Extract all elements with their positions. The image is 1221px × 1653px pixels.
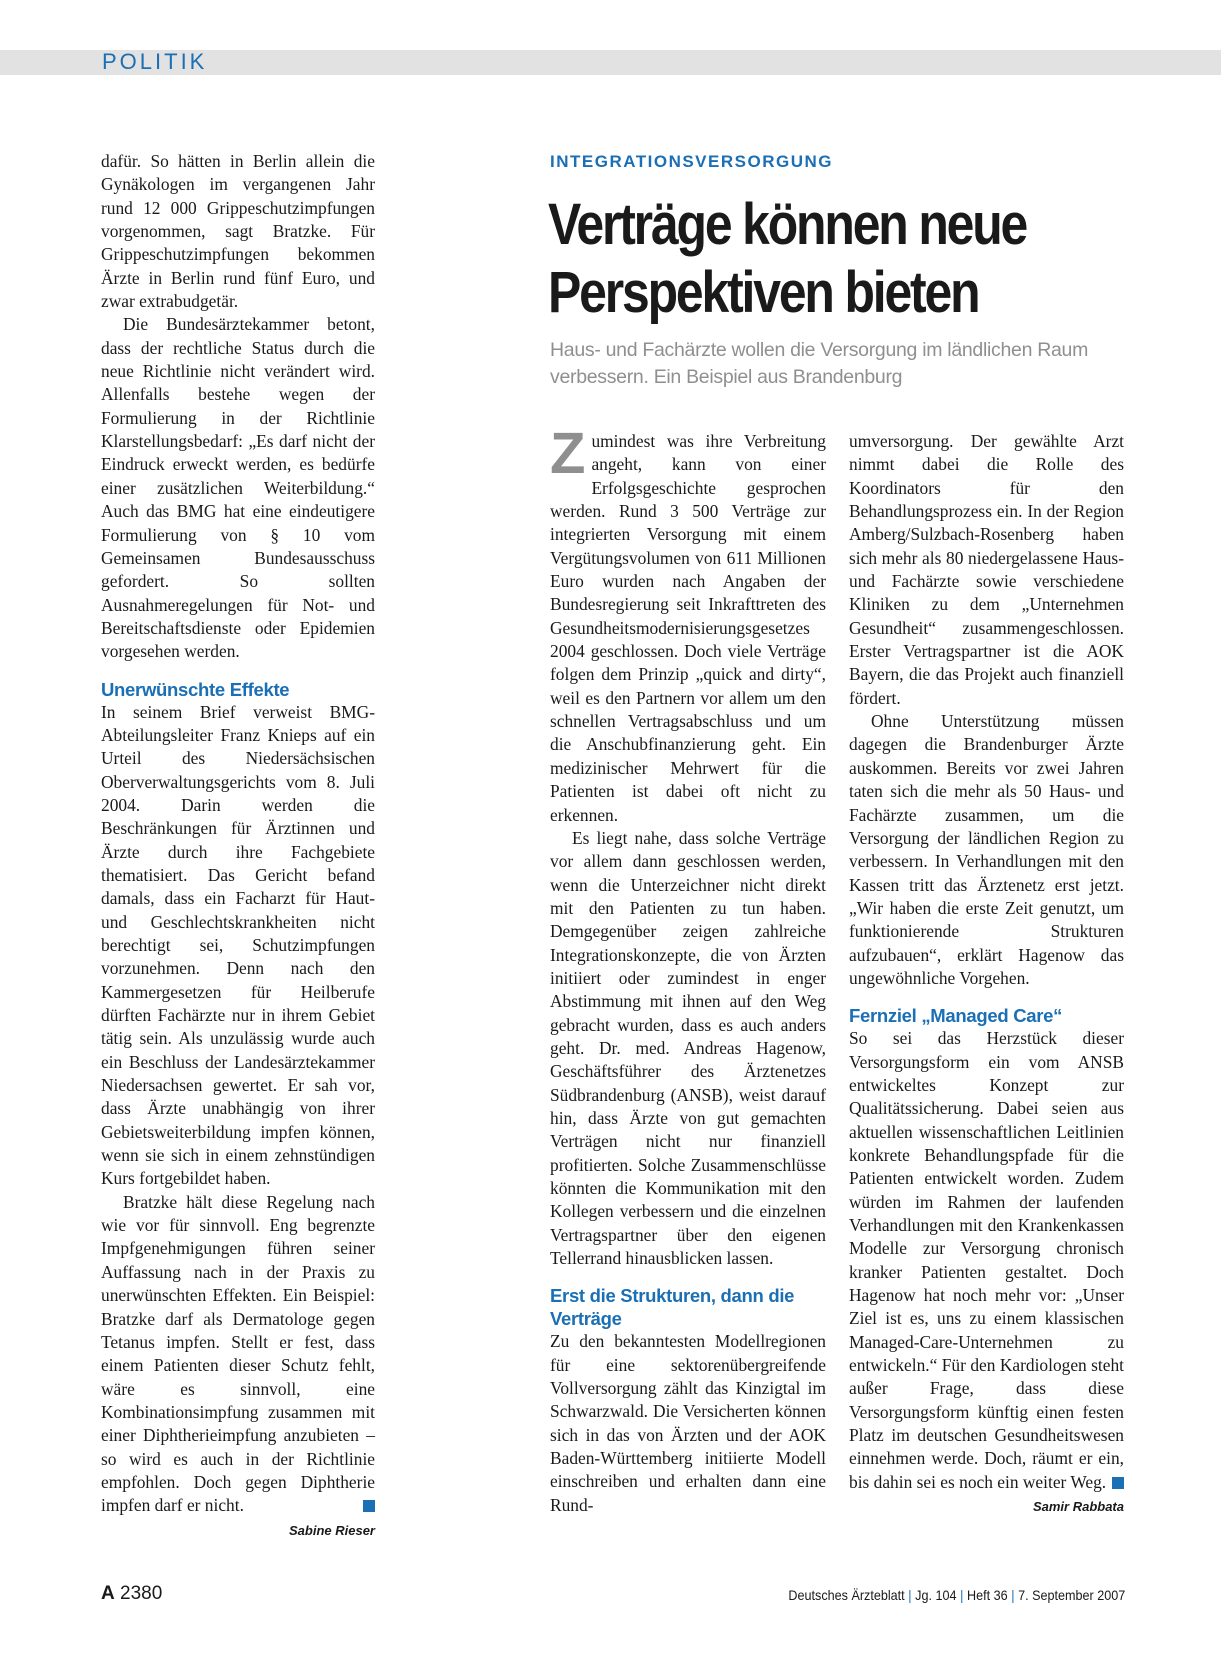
article-kicker: INTEGRATIONSVERSORGUNG bbox=[550, 152, 833, 171]
paragraph: In seinem Brief verweist BMG-Abteilungsleiter Franz Knieps auf ein Urteil des Niedersächsischen Oberverwaltungsgerichts vom 8. Juli 2004. Darin werden die Beschränkungen für Ärztinnen und Ärzte durch ihre Fachgebiete thematisiert. Das Gericht befand damals, dass ein Facharzt für Haut- und Geschlechtskrankheiten nicht berechtigt sei, Schutzimpfungen vorzunehmen. Denn nach den Kammergesetzen für Heilberufe dürften Fachärzte nur in ihrem Gebiet tätig sein. Als unzulässig wurde auch ein Beschluss der Landesärztekammer Niedersachsen gewertet. Er sah vor, dass Ärzte unabhängig von ihrer Gebietsweiterbildung impfen können, wenn sie sich in einem zehnstündigen Kurs fortgebildet haben. bbox=[101, 701, 375, 1189]
subheading: Unerwünschte Effekte bbox=[101, 678, 290, 700]
end-mark-icon bbox=[363, 1500, 375, 1512]
paragraph: Zu den bekanntesten Modellregionen für eine sektorenübergreifende Vollversorgung zählt das Kinzigtal im Schwarzwald. Die Versicherten können sich in das von Ärzten und der AOK Baden-Württemberg initiierte Modell einschreiben und erhalten dann eine Rund- bbox=[550, 1331, 826, 1515]
paragraph-text: umindest was ihre Verbreitung angeht, kann von einer Erfolgsgeschichte gesprochen werden. Rund 3 500 Verträge zur integrierten Versorgung mit einem Vergütungsvolumen von 611 Millionen Euro wurden nach Angaben der Bundesregierung seit Inkrafttreten des Gesundheitsmodernisierungsgesetzes 2004 geschlossen. Doch viele Verträge folgen dem Prinzip „quick and dirty“, weil es den Partnern vor allem um den schnellen Vertragsabschluss und um die Anschubfinanzierung geht. Ein medizinischer Mehrwert für die Patienten ist dabei oft nicht zu erkennen. bbox=[550, 431, 826, 825]
article-deck: Haus- und Fachärzte wollen die Versorgung im ländlichen Raum verbessern. Ein Beispiel aus Brandenburg bbox=[550, 339, 1089, 388]
subheading: Fernziel „Managed Care“ bbox=[849, 1005, 1063, 1027]
paragraph-last bbox=[101, 1191, 375, 1518]
subheading: Erst die Strukturen, dann die Verträge bbox=[550, 1285, 795, 1330]
lead-paragraph bbox=[550, 421, 826, 827]
article-previous-column bbox=[101, 150, 375, 1542]
page-prefix: A bbox=[101, 1583, 115, 1604]
paragraph: Die Bundesärztekammer betont, dass der rechtliche Status durch die neue Richtlinie nicht verändert wird. Allenfalls bestehe wegen der Formulierung in der Richtlinie Klarstellungsbedarf: „Es darf nicht der Eindruck erweckt werden, es bedürfe einer zusätzlichen Weiterbildung.“ Auch das BMG hat eine eindeutigere Formulierung von § 10 vom Gemeinsamen Bundesausschuss gefordert. So sollten Ausnahmeregelungen für Not- und Bereitschaftsdienste oder Epidemien vorgesehen werden. bbox=[101, 314, 375, 662]
paragraph-last bbox=[849, 1027, 1124, 1494]
issue-date: 7. September 2007 bbox=[1017, 1587, 1125, 1603]
end-mark-icon bbox=[1112, 1477, 1124, 1489]
journal-name: Deutsches Ärzteblatt bbox=[788, 1587, 905, 1603]
article-column-1 bbox=[550, 421, 826, 1517]
separator: | bbox=[1010, 1587, 1015, 1603]
page-number bbox=[101, 1583, 162, 1605]
paragraph: dafür. So hätten in Berlin allein die Gynäkologen im vergangenen Jahr rund 12 000 Grippeschutzimpfungen vorgenommen, sagt Bratzke. Für Grippeschutzimpfungen bekommen Ärzte in Berlin rund fünf Euro, und zwar extrabudgetär. bbox=[101, 151, 375, 312]
section-label: POLITIK bbox=[102, 49, 208, 74]
drop-cap: Z bbox=[550, 421, 586, 486]
separator: | bbox=[959, 1587, 964, 1603]
separator: | bbox=[908, 1587, 912, 1603]
issue: Heft 36 bbox=[966, 1587, 1008, 1603]
paragraph: umversorgung. Der gewählte Arzt nimmt dabei die Rolle des Koordinators für den Behandlungsprozess ein. In der Region Amberg/Sulzbach-Rosenberg haben sich mehr als 80 niedergelassene Haus- und Fachärzte sowie verschiedene Kliniken zu dem „Unternehmen Gesundheit“ zusammengeschlossen. Erster Vertragspartner ist die AOK Bayern, die das Projekt auch finanziell fördert. bbox=[849, 431, 1124, 708]
article-column-2 bbox=[849, 430, 1124, 1518]
paragraph: Es liegt nahe, dass solche Verträge vor allem dann geschlossen werden, wenn die Unterzeichner nicht direkt mit den Patienten zu tun haben. Demgegenüber zeigen zahlreiche Integrationskonzepte, die von Ärzten initiiert oder zumindest in enger Abstimmung mit ihnen auf den Weg gebracht wurden, dass es auch anders geht. Dr. med. Andreas Hagenow, Geschäftsführer des Ärztenetzes Südbrandenburg (ANSB), weist darauf hin, dass Ärzte von gut gemachten Verträgen nicht nur finanziell profitierten. Solche Zusammenschlüsse könnten die Kommunikation mit den Kollegen verbessern und die einzelnen Vertragspartner über den eigenen Tellerrand hinausblicken lassen. bbox=[550, 827, 826, 1269]
author-byline: Samir Rabbata bbox=[1032, 1499, 1124, 1515]
paragraph-text: Bratzke hält diese Regelung nach wie vor für sinnvoll. Eng begrenzte Impfgenehmigungen führen seiner Auffassung nach in der Praxis zu unerwünschten Effekten. Ein Beispiel: Bratzke darf als Dermatologe gegen Tetanus impfen. Stellt er fest, dass einem Patienten dieser Schutz fehlt, wäre es sinnvoll, eine Kombinationsimpfung zusammen mit einer Diphtherieimpfung anzubieten – so wird es auch in der Richtlinie empfohlen. Doch gegen Diphtherie impfen darf er nicht. bbox=[101, 1191, 375, 1516]
page-number-value: 2380 bbox=[120, 1583, 163, 1604]
paragraph: Ohne Unterstützung müssen dagegen die Brandenburger Ärzte auskommen. Bereits vor zwei Jahren taten sich die mehr als 50 Haus- und Fachärzte zusammen, um die Versorgung der ländlichen Region zu verbessern. In Verhandlungen mit den Kassen tritt das Ärztenetz erst jetzt. „Wir haben die erste Zeit genutzt, um funktionierende Strukturen aufzubauen“, erklärt Hagenow das ungewöhnliche Vorgehen. bbox=[849, 711, 1124, 988]
author-byline: Sabine Rieser bbox=[289, 1522, 375, 1538]
footer-citation bbox=[788, 1587, 1125, 1603]
paragraph-text: So sei das Herzstück dieser Versorgungsform ein vom ANSB entwickeltes Konzept zur Qualitätssicherung. Dabei seien aus aktuellen wissenschaftlichen Leitlinien konkrete Behandlungspfade für die Patienten entwickelt worden. Zudem würden im Rahmen der laufenden Verhandlungen mit den Krankenkassen Modelle zur Versorgung chronisch kranker Patienten gestaltet. Doch Hagenow hat noch mehr vor: „Unser Ziel ist es, uns zu einem klassischen Managed-Care-Unternehmen zu entwickeln.“ Für den Kardiologen steht außer Frage, dass diese Versorgungsform künftig einen festen Platz im deutschen Gesundheitswesen einnehmen werde. Doch, räumt er ein, bis dahin sei es noch ein weiter Weg. bbox=[849, 1028, 1124, 1492]
volume: Jg. 104 bbox=[914, 1587, 957, 1603]
article-headline: Verträge können neue Perspektiven bieten bbox=[548, 192, 1027, 325]
